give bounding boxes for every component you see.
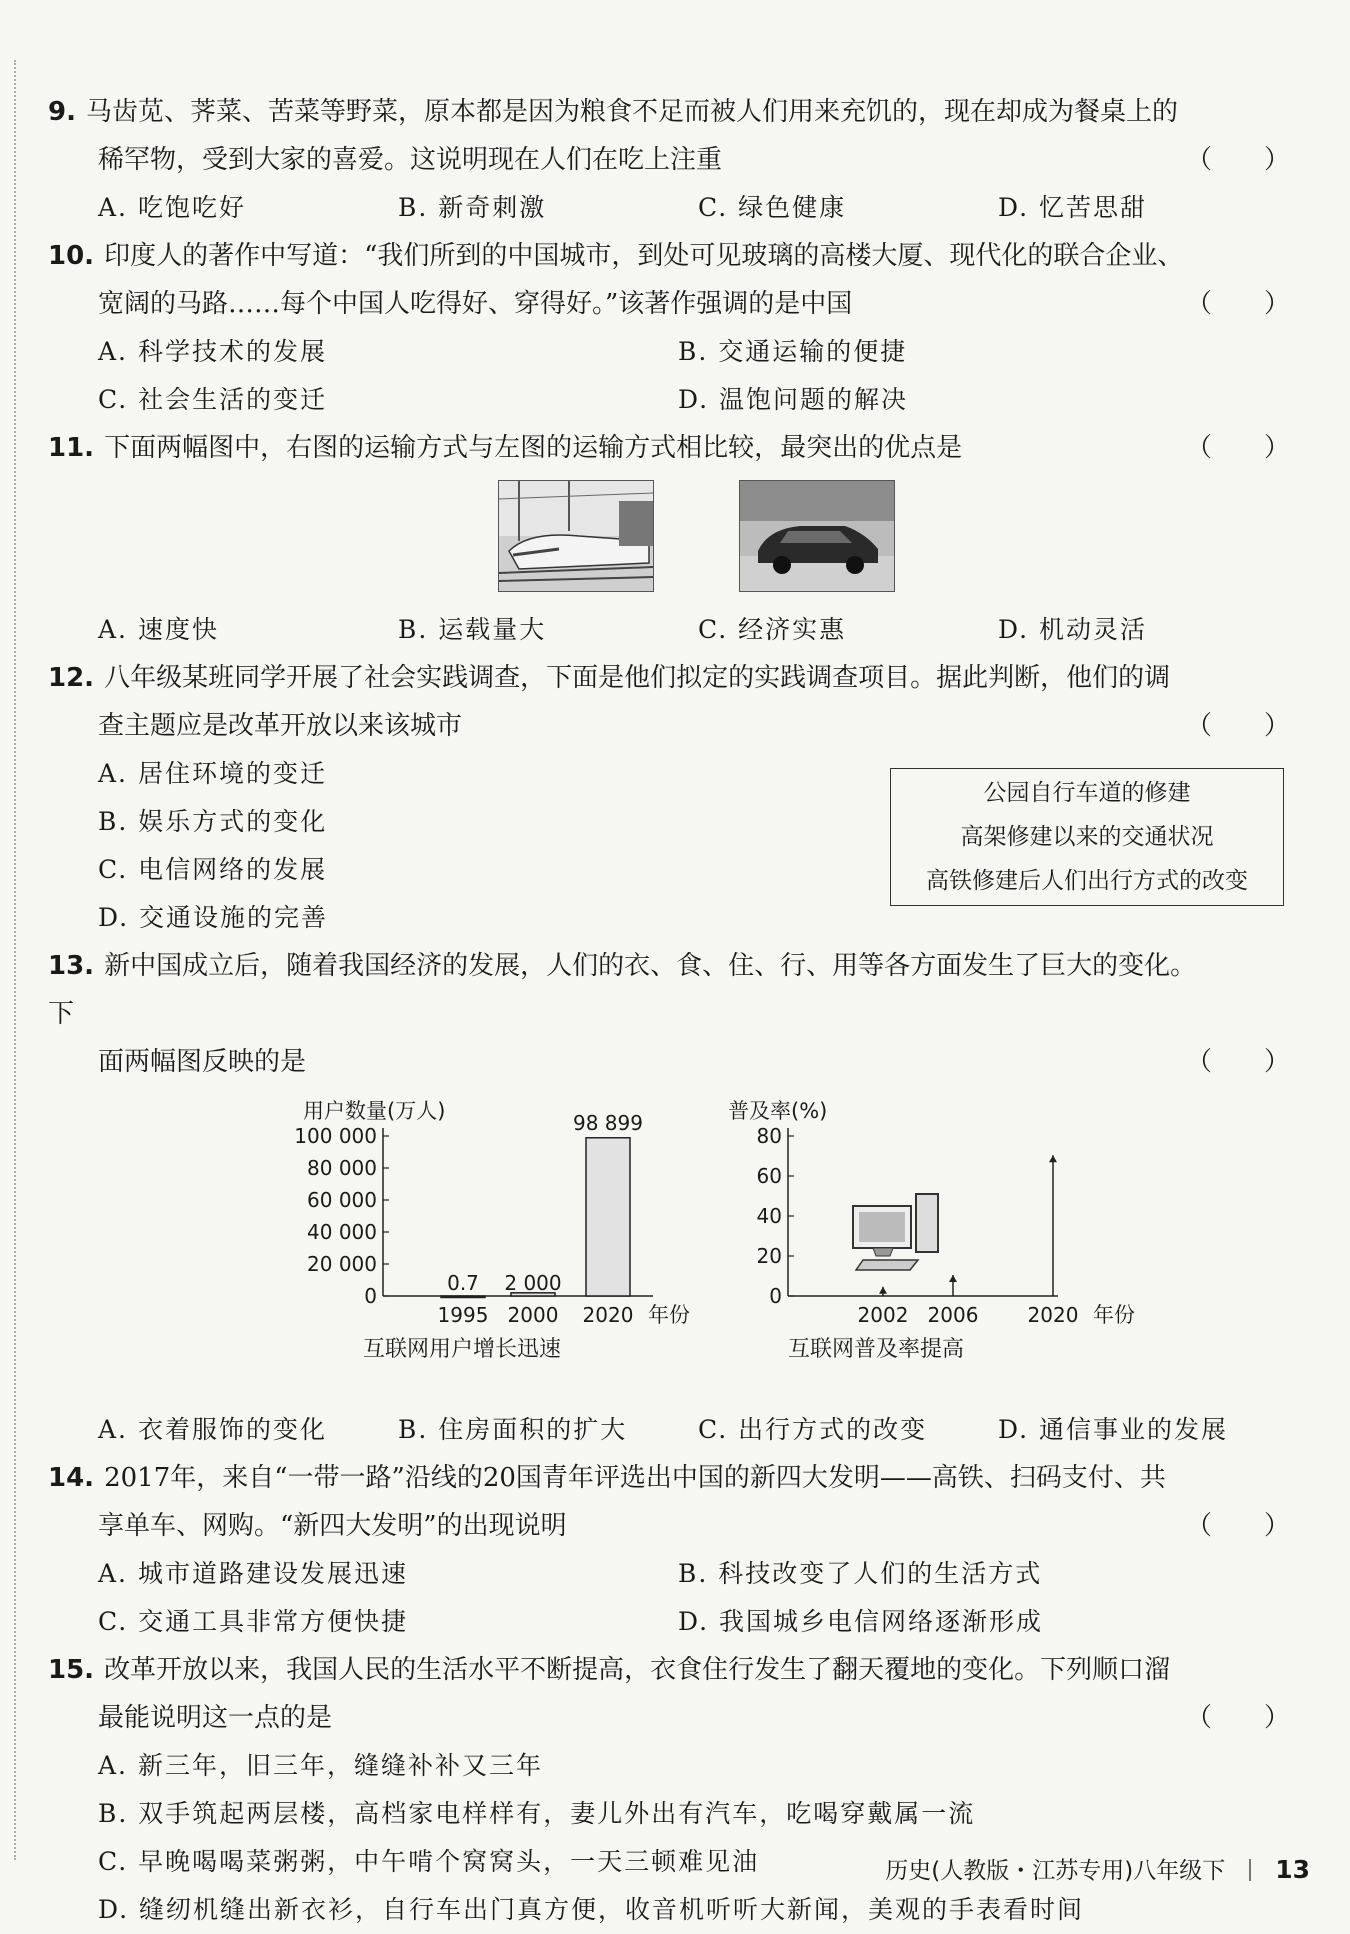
options-11 [48,606,1298,654]
question-9 [48,88,1298,184]
y-tick-label: 80 [756,1124,782,1148]
bar [441,1296,485,1298]
question-text: 改革开放以来，我国人民的生活水平不断提高，衣食住行发生了翻天覆地的变化。下列顺口溜 [104,1655,1171,1685]
option-a[interactable]: A. 居住环境的变迁 [98,759,327,788]
question-14 [48,1454,1298,1550]
options-13 [48,1406,1298,1454]
y-axis-label: 用户数量(万人) [303,1099,446,1123]
option-c[interactable]: C. 交通工具非常方便快捷 [98,1607,409,1636]
rate-arrow-head [1049,1155,1057,1162]
option-a[interactable]: A. 衣着服饰的变化 [98,1415,327,1444]
option-c[interactable]: C. 早晚喝喝菜粥粥，中午啃个窝窝头，一天三顿难见油 [98,1847,760,1876]
question-text: 马齿苋、荠菜、苦菜等野菜，原本都是因为粮食不足而被人们用来充饥的，现在却成为餐桌上的 [85,97,1178,127]
x-tick-label: 1995 [437,1303,489,1327]
option-b[interactable]: B. 运载量大 [398,615,547,644]
question-13 [48,942,1298,1086]
rate-arrow-head [949,1275,957,1282]
page-number: 13 [1275,1855,1310,1884]
answer-blank[interactable]: （ ） [1185,145,1290,175]
question-number: 12. [48,663,95,693]
x-tick-label: 2002 [857,1303,909,1327]
computer-icon [853,1194,938,1270]
y-tick-label: 0 [364,1284,377,1308]
y-tick-label: 40 [756,1204,782,1228]
option-c[interactable]: C. 电信网络的发展 [98,855,328,884]
question-page [48,88,1298,1934]
answer-blank[interactable]: （ ） [1185,433,1290,463]
question-12-block [48,654,1298,942]
y-tick-label: 40 000 [307,1220,377,1244]
option-d[interactable]: D. 交通设施的完善 [98,903,329,932]
options-15 [48,1742,1298,1934]
option-a[interactable]: A. 吃饱吃好 [98,193,246,222]
option-a[interactable]: A. 新三年，旧三年，缝缝补补又三年 [98,1751,543,1780]
option-a[interactable]: A. 速度快 [98,615,219,644]
answer-blank[interactable]: （ ） [1185,289,1290,319]
data-label: 2 000 [504,1271,562,1295]
question-text: 享单车、网购。“新四大发明”的出现说明 [98,1511,567,1541]
option-a[interactable]: A. 科学技术的发展 [98,337,327,366]
question-number: 11. [48,433,95,463]
question-10 [48,232,1298,328]
question-text: 查主题应是改革开放以来该城市 [98,711,463,741]
y-axis-label: 普及率(%) [728,1099,828,1123]
question-number: 15. [48,1655,95,1685]
option-d[interactable]: D. 忆苦思甜 [998,193,1148,222]
question-text: 稀罕物，受到大家的喜爱。这说明现在人们在吃上注重 [98,145,723,175]
x-axis-label: 年份 [1093,1303,1135,1327]
question-number: 10. [48,241,95,271]
survey-item: 公园自行车道的修建 [983,780,1191,806]
question-text: 八年级某班同学开展了社会实践调查，下面是他们拟定的实践调查项目。据此判断，他们的调 [104,663,1171,693]
data-label: 0.7 [447,1271,479,1295]
answer-blank[interactable]: （ ） [1185,711,1290,741]
options-9 [48,184,1298,232]
question-number: 9. [48,97,76,127]
question-text: 新中国成立后，随着我国经济的发展，人们的衣、食、住、行、用等各方面发生了巨大的变化。下 [48,951,1197,1029]
question-text: 印度人的著作中写道：“我们所到的中国城市，到处可见玻璃的高楼大厦、现代化的联合企业、 [104,241,1184,271]
question-text: 最能说明这一点的是 [98,1703,333,1733]
option-b[interactable]: B. 科技改变了人们的生活方式 [678,1559,1043,1588]
y-tick-label: 100 000 [294,1124,377,1148]
option-d[interactable]: D. 我国城乡电信网络逐渐形成 [678,1607,1044,1636]
x-tick-label: 2020 [1027,1303,1079,1327]
y-tick-label: 60 [756,1164,782,1188]
question-number: 13. [48,951,95,981]
y-tick-label: 80 000 [307,1156,377,1180]
y-tick-label: 20 [756,1244,782,1268]
question-text: 面两幅图反映的是 [98,1047,307,1077]
option-b[interactable]: B. 双手筑起两层楼，高档家电样样有，妻儿外出有汽车，吃喝穿戴属一流 [98,1799,976,1828]
charts-svg [48,1086,1298,1406]
option-c[interactable]: C. 社会生活的变迁 [98,385,328,414]
option-c[interactable]: C. 绿色健康 [698,193,847,222]
option-b[interactable]: B. 住房面积的扩大 [398,1415,628,1444]
chart-caption: 互联网用户增长迅速 [363,1337,562,1362]
x-axis-label: 年份 [648,1303,690,1327]
survey-item: 高架修建以来的交通状况 [960,824,1214,850]
charts-area [48,1086,1298,1406]
option-d[interactable]: D. 机动灵活 [998,615,1148,644]
figure-pair [48,472,1298,606]
answer-blank[interactable]: （ ） [1185,1511,1290,1541]
data-label: 98 899 [573,1110,643,1135]
y-tick-label: 60 000 [307,1188,377,1212]
options-10 [48,328,1298,424]
question-text: 宽阔的马路……每个中国人吃得好、穿得好。”该著作强调的是中国 [98,289,853,319]
chart-caption: 互联网普及率提高 [788,1337,965,1362]
survey-items-box [890,768,1284,906]
options-14 [48,1550,1298,1646]
x-tick-label: 2000 [507,1303,559,1327]
option-c[interactable]: C. 经济实惠 [698,615,847,644]
survey-item: 高铁修建后人们出行方式的改变 [926,868,1248,894]
high-speed-train-photo [498,480,654,592]
rate-arrow-head [879,1287,887,1294]
car-photo [739,480,895,592]
question-12 [48,654,1298,750]
question-text: 2017年，来自“一带一路”沿线的20国青年评选出中国的新四大发明——高铁、扫码支付、共 [104,1463,1166,1493]
option-c[interactable]: C. 出行方式的改变 [698,1415,928,1444]
answer-blank[interactable]: （ ） [1185,1703,1290,1733]
margin-dotted-line [14,60,16,1860]
answer-blank[interactable]: （ ） [1185,1047,1290,1077]
option-b[interactable]: B. 交通运输的便捷 [678,337,908,366]
bar [586,1138,630,1296]
y-tick-label: 0 [769,1284,782,1308]
question-number: 14. [48,1463,95,1493]
x-tick-label: 2020 [582,1303,634,1327]
option-b[interactable]: B. 娱乐方式的变化 [98,807,328,836]
footer-divider [1249,1859,1251,1881]
y-tick-label: 20 000 [307,1252,377,1276]
x-tick-label: 2006 [927,1303,979,1327]
option-d[interactable]: D. 缝纫机缝出新衣衫，自行车出门真方便，收音机听听大新闻，美观的手表看时间 [98,1895,1085,1924]
option-a[interactable]: A. 城市道路建设发展迅速 [98,1559,408,1588]
page-footer [885,1852,1310,1885]
question-text: 下面两幅图中，右图的运输方式与左图的运输方式相比较，最突出的优点是 [104,433,963,463]
question-15 [48,1646,1298,1742]
option-b[interactable]: B. 新奇刺激 [398,193,547,222]
option-d[interactable]: D. 温饱问题的解决 [678,385,909,414]
question-11 [48,424,1298,472]
option-d[interactable]: D. 通信事业的发展 [998,1415,1229,1444]
subject-label: 历史(人教版・江苏专用)八年级下 [885,1858,1226,1884]
